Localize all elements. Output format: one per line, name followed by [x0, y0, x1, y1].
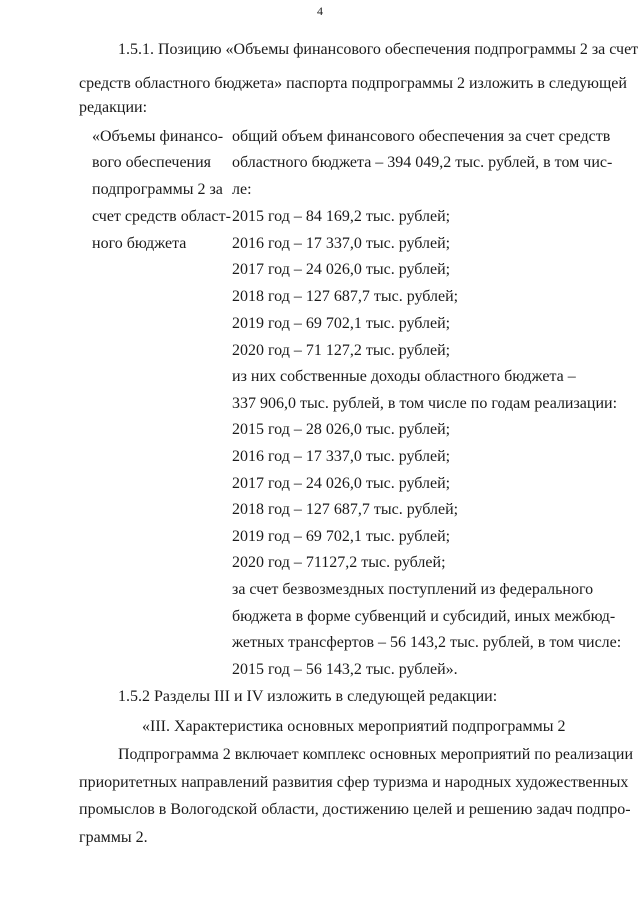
- table-right-line: бюджета в форме субвенций и субсидий, иных межбюд-: [232, 608, 616, 625]
- table-right-line: 2015 год – 84 169,2 тыс. рублей;: [232, 208, 451, 225]
- paragraph-line: промыслов в Вологодской области, достижению целей и решению задач подпро-: [79, 801, 631, 818]
- table-left-line: счет средств област-: [92, 208, 231, 225]
- table-right-line: жетных трансфертов – 56 143,2 тыс. рублей, в том числе:: [232, 634, 622, 651]
- table-right-line: 2017 год – 24 026,0 тыс. рублей;: [232, 475, 451, 492]
- table-right-line: 2020 год – 71127,2 тыс. рублей;: [232, 554, 446, 571]
- table-left-line: вого обеспечения: [92, 154, 212, 171]
- table-right-line: 2020 год – 71 127,2 тыс. рублей;: [232, 342, 451, 359]
- table-right-line: 2019 год – 69 702,1 тыс. рублей;: [232, 315, 451, 332]
- table-left-line: «Объемы финансо-: [92, 128, 224, 145]
- table-right-line: 2015 год – 56 143,2 тыс. рублей».: [232, 661, 458, 678]
- table-right-line: 2018 год – 127 687,7 тыс. рублей;: [232, 501, 459, 518]
- section-151-line-2: средств областного бюджета» паспорта подпрограммы 2 изложить в следующей: [79, 75, 627, 92]
- table-right-line: 2017 год – 24 026,0 тыс. рублей;: [232, 261, 451, 278]
- table-right-line: за счет безвозмездных поступлений из федерального: [232, 581, 594, 598]
- section-152-text: 1.5.2 Разделы III и IV изложить в следующей редакции:: [118, 688, 498, 705]
- table-left-line: ного бюджета: [92, 235, 187, 252]
- table-right-line: 2016 год – 17 337,0 тыс. рублей;: [232, 235, 451, 252]
- table-right-line: из них собственные доходы областного бюджета –: [232, 368, 576, 385]
- table-left-line: подпрограммы 2 за: [92, 181, 223, 198]
- paragraph-line: приоритетных направлений развития сфер туризма и народных художественных: [79, 774, 629, 791]
- paragraph-line: Подпрограмма 2 включает комплекс основных мероприятий по реализации: [118, 746, 634, 763]
- section-heading: «III. Характеристика основных мероприятий подпрограммы 2: [142, 718, 566, 735]
- paragraph-line: граммы 2.: [79, 829, 148, 846]
- table-right-line: 2015 год – 28 026,0 тыс. рублей;: [232, 421, 451, 438]
- page-number: 4: [317, 4, 323, 18]
- table-right-line: общий объем финансового обеспечения за счет средств: [232, 128, 611, 145]
- table-right-line: 2019 год – 69 702,1 тыс. рублей;: [232, 528, 451, 545]
- section-151-line-1: 1.5.1. Позицию «Объемы финансового обеспечения подпрограммы 2 за счет: [118, 41, 639, 58]
- table-right-line: 2016 год – 17 337,0 тыс. рублей;: [232, 448, 451, 465]
- table-right-line: областного бюджета – 394 049,2 тыс. рублей, в том чис-: [232, 154, 613, 171]
- table-right-line: ле:: [232, 181, 252, 198]
- section-151-line-3: редакции:: [79, 99, 148, 116]
- table-right-line: 2018 год – 127 687,7 тыс. рублей;: [232, 288, 459, 305]
- table-right-line: 337 906,0 тыс. рублей, в том числе по годам реализации:: [232, 395, 618, 412]
